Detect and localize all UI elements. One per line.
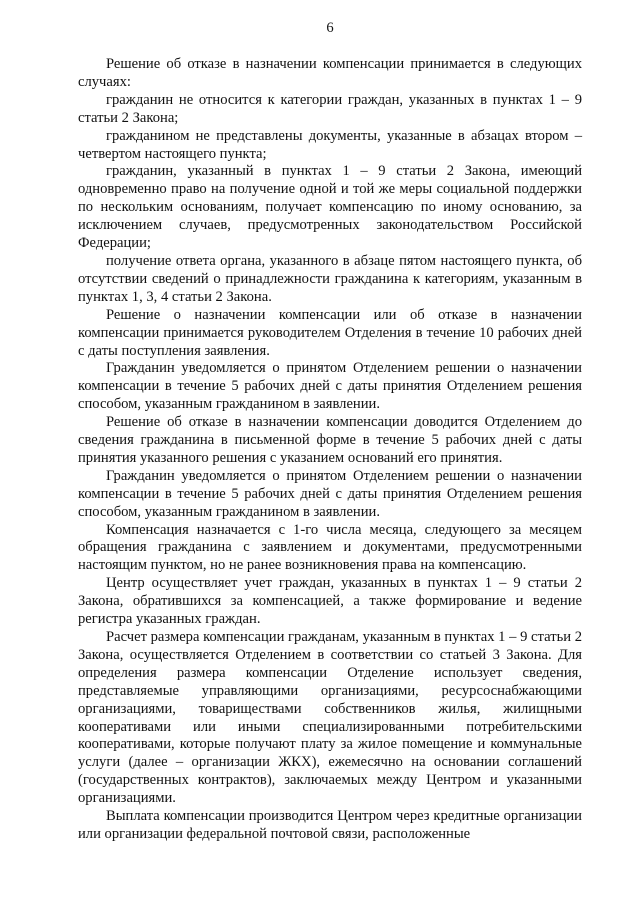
paragraph-12: Расчет размера компенсации гражданам, указанным в пунктах 1 – 9 статьи 2 Закона, осуществляется Отделением в соответствии со статьей 3 Закона. Для определения размера компенсации Отделение использует сведения, представляемые управляющими организациями, ресурсоснабжающими организациями, товариществами собственников жилья, жилищными кооперативами или иными специализированными потребительскими кооперативами, которые получают плату за жилое помещение и коммунальные услуги (далее – организации ЖКХ), ежемесячно на основании соглашений (государственных контрактов), заключаемых между Центром и указанными организациями.	[78, 629, 582, 807]
paragraph-2: гражданин не относится к категории граждан, указанных в пунктах 1 – 9 статьи 2 Закона;	[78, 91, 582, 126]
page-number: 6	[326, 20, 334, 36]
paragraph-3: гражданином не представлены документы, указанные в абзацах втором – четвертом настоящего пункта;	[78, 127, 582, 162]
paragraph-9: Гражданин уведомляется о принятом Отделением решении о назначении компенсации в течение 5 рабочих дней с даты принятия Отделением решения способом, указанным гражданином в заявлении.	[78, 467, 582, 520]
paragraph-13: Выплата компенсации производится Центром через кредитные организации или организации федеральной почтовой связи, расположенные	[78, 808, 582, 842]
paragraph-1: Решение об отказе в назначении компенсации принимается в следующих случаях:	[78, 56, 582, 90]
paragraph-4: гражданин, указанный в пунктах 1 – 9 статьи 2 Закона, имеющий одновременно право на получение одной и той же меры социальной поддержки по нескольким основаниям, получает компенсацию по иному основанию, за исключением случаев, предусмотренных законодательством Российской Федерации;	[78, 163, 582, 252]
paragraph-7: Гражданин уведомляется о принятом Отделением решении о назначении компенсации в течение 5 рабочих дней с даты принятия Отделением решения способом, указанным гражданином в заявлении.	[78, 360, 582, 413]
paragraph-8: Решение об отказе в назначении компенсации доводится Отделением до сведения гражданина в письменной форме в течение 5 рабочих дней с даты принятия указанного решения с указанием оснований его принятия.	[78, 414, 582, 466]
paragraph-5: получение ответа органа, указанного в абзаце пятом настоящего пункта, об отсутствии сведений о принадлежности гражданина к категориям, указанным в пунктах 1, 3, 4 статьи 2 Закона.	[78, 252, 582, 305]
paragraph-11: Центр осуществляет учет граждан, указанных в пунктах 1 – 9 статьи 2 Закона, обратившихся за компенсацией, а также формирование и ведение регистра указанных граждан.	[78, 575, 582, 628]
paragraph-6: Решение о назначении компенсации или об отказе в назначении компенсации принимается руководителем Отделения в течение 10 рабочих дней с даты поступления заявления.	[78, 306, 582, 359]
paragraph-10: Компенсация назначается с 1-го числа месяца, следующего за месяцем обращения гражданина с заявлением и документами, предусмотренными настоящим пунктом, но не ранее возникновения права на компенсацию.	[78, 521, 582, 574]
